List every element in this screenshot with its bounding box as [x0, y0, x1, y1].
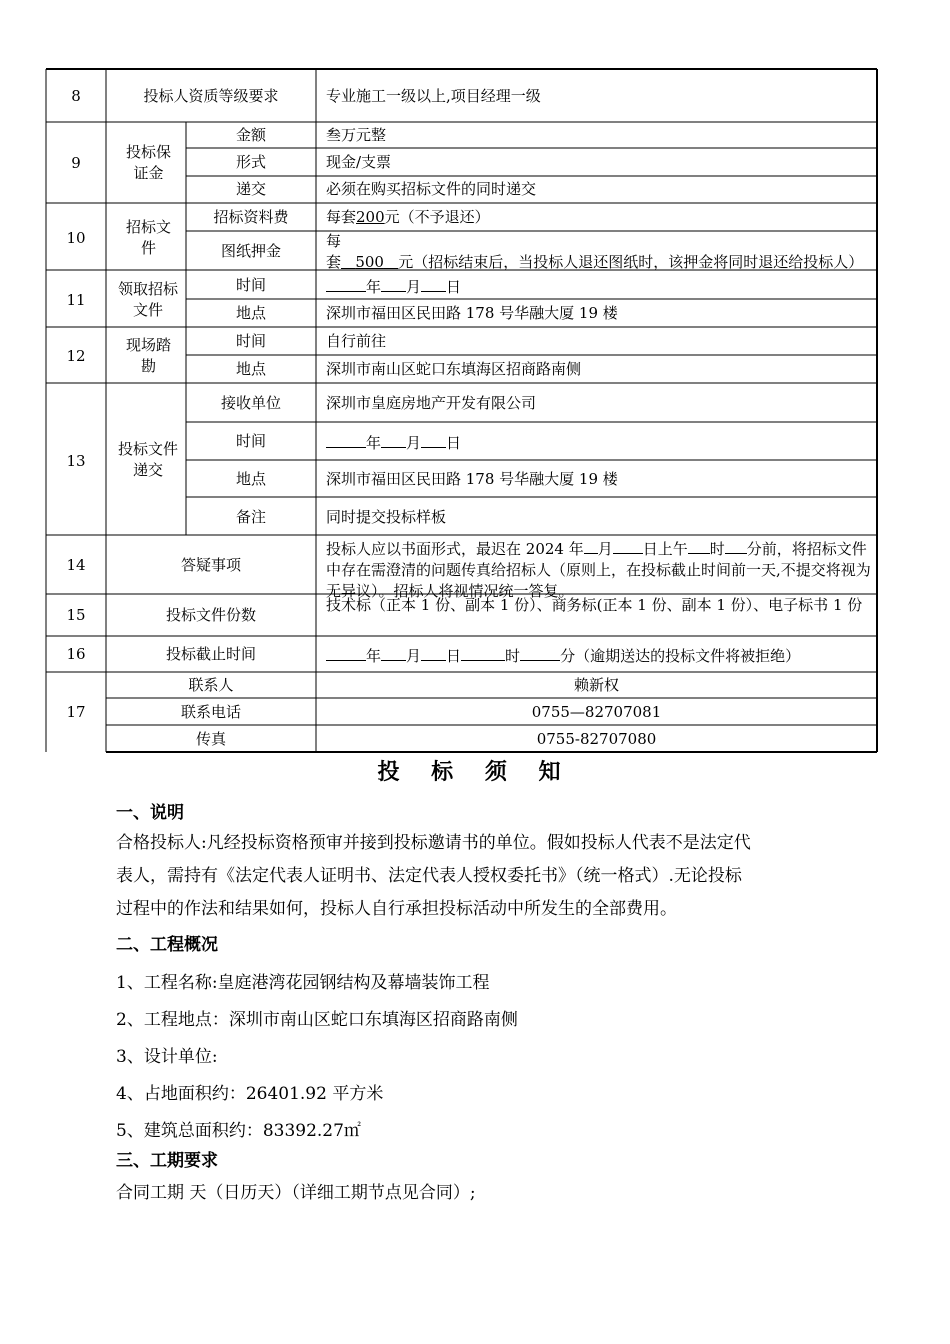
row-value: 现金/支票 — [326, 153, 392, 171]
sub-label: 递交 — [235, 180, 266, 198]
row-value: 每套200元（不予退还） — [326, 208, 490, 226]
row-number: 13 — [66, 452, 86, 470]
group-label: 投标保证金 — [126, 143, 172, 182]
row-value: 深圳市南山区蛇口东填海区招商路南侧 — [326, 360, 582, 378]
sub-label: 图纸押金 — [220, 242, 281, 260]
row-number: 9 — [71, 154, 81, 172]
list-item: 2、工程地点：深圳市南山区蛇口东填海区招商路南侧 — [116, 1010, 518, 1030]
section-heading: 一、说明 — [116, 803, 184, 823]
row-number: 8 — [71, 87, 81, 105]
section-heading: 三、工期要求 — [116, 1151, 218, 1171]
sub-label: 备注 — [235, 508, 266, 526]
row-number: 12 — [66, 347, 86, 365]
contact-label: 联系人 — [188, 676, 234, 694]
row-label: 答疑事项 — [180, 556, 241, 574]
paragraph-line: 表人，需持有《法定代表人证明书、法定代表人授权委托书》（统一格式）.无论投标 — [116, 866, 742, 886]
row-value: 投标人应以书面形式，最迟在 2024 年 月 日上午 时 分前，将招标文件中存在需澄清的问题传真给招标人（原则上，在投标截止时间前一天,不提交将视为无异议）。招标人将视情况统一答复。 — [326, 536, 872, 602]
row-number: 15 — [66, 606, 86, 624]
row-value: 深圳市皇庭房地产开发有限公司 — [326, 394, 537, 412]
row-label: 投标文件份数 — [165, 606, 256, 624]
paragraph-line: 合格投标人:凡经投标资格预审并接到投标邀请书的单位。假如投标人代表不是法定代 — [116, 833, 751, 853]
row-label: 投标人资质等级要求 — [143, 87, 279, 105]
section-title: 投 标 须 知 — [377, 759, 573, 785]
date-blank: 年 月 日 — [326, 274, 461, 298]
row-number: 16 — [66, 645, 86, 663]
paragraph-line: 合同工期 天（日历天）（详细工期节点见合同）; — [116, 1183, 476, 1203]
section-heading: 二、工程概况 — [116, 935, 218, 955]
row-value: 叁万元整 — [326, 126, 387, 144]
row-value: 深圳市福田区民田路 178 号华融大厦 19 楼 — [326, 470, 618, 488]
contact-value: 0755-82707080 — [536, 730, 657, 748]
list-item: 1、工程名称:皇庭港湾花园钢结构及幕墙装饰工程 — [116, 973, 490, 993]
sub-label: 地点 — [235, 470, 266, 488]
group-label: 现场踏勘 — [126, 336, 172, 375]
row-value: 专业施工一级以上,项目经理一级 — [326, 87, 541, 105]
sub-label: 金额 — [235, 126, 266, 144]
sub-label: 接收单位 — [220, 394, 281, 412]
deadline-blank: 年 月 日 时 分（逾期送达的投标文件将被拒绝） — [326, 643, 800, 667]
paragraph-line: 过程中的作法和结果如何，投标人自行承担投标活动中所发生的全部费用。 — [116, 899, 677, 919]
row-value: 技术标（正本 1 份、副本 1 份）、商务标(正本 1 份、副本 1 份）、电子标书 1 份 — [326, 596, 863, 614]
row-number: 14 — [66, 556, 86, 574]
sub-label: 形式 — [235, 153, 266, 171]
date-blank: 年 月 日 — [326, 430, 461, 454]
row-value: 每套 500 元（招标结束后，当投标人退还图纸时，该押金将同时退还给投标人） — [326, 232, 864, 271]
row-number: 10 — [66, 229, 86, 247]
group-label: 投标文件递交 — [118, 440, 179, 479]
row-label: 投标截止时间 — [165, 645, 256, 663]
row-value: 深圳市福田区民田路 178 号华融大厦 19 楼 — [326, 304, 618, 322]
sub-label: 时间 — [235, 276, 266, 294]
row-number: 11 — [66, 291, 86, 309]
group-label: 领取招标文件 — [118, 280, 179, 319]
sub-label: 招标资料费 — [213, 208, 289, 226]
row-value: 同时提交投标样板 — [326, 508, 447, 526]
fee-amount: 200 — [356, 208, 385, 226]
contact-label: 传真 — [195, 730, 226, 748]
sub-label: 时间 — [235, 332, 266, 350]
list-item: 5、建筑总面积约：83392.27㎡ — [116, 1121, 361, 1141]
sub-label: 时间 — [235, 432, 266, 450]
list-item: 4、占地面积约：26401.92 平方米 — [116, 1084, 384, 1104]
sub-label: 地点 — [235, 304, 266, 322]
row-value: 必须在购买招标文件的同时递交 — [326, 180, 537, 198]
contact-label: 联系电话 — [180, 703, 241, 721]
deposit-amount: 500 — [355, 253, 384, 271]
list-item: 3、设计单位: — [116, 1047, 218, 1067]
sub-label: 地点 — [235, 360, 266, 378]
group-label: 招标文件 — [126, 218, 172, 257]
row-number: 17 — [66, 703, 86, 721]
row-value: 自行前往 — [326, 332, 387, 350]
contact-value: 0755—82707081 — [531, 703, 662, 721]
contact-value: 赖新权 — [573, 676, 619, 694]
